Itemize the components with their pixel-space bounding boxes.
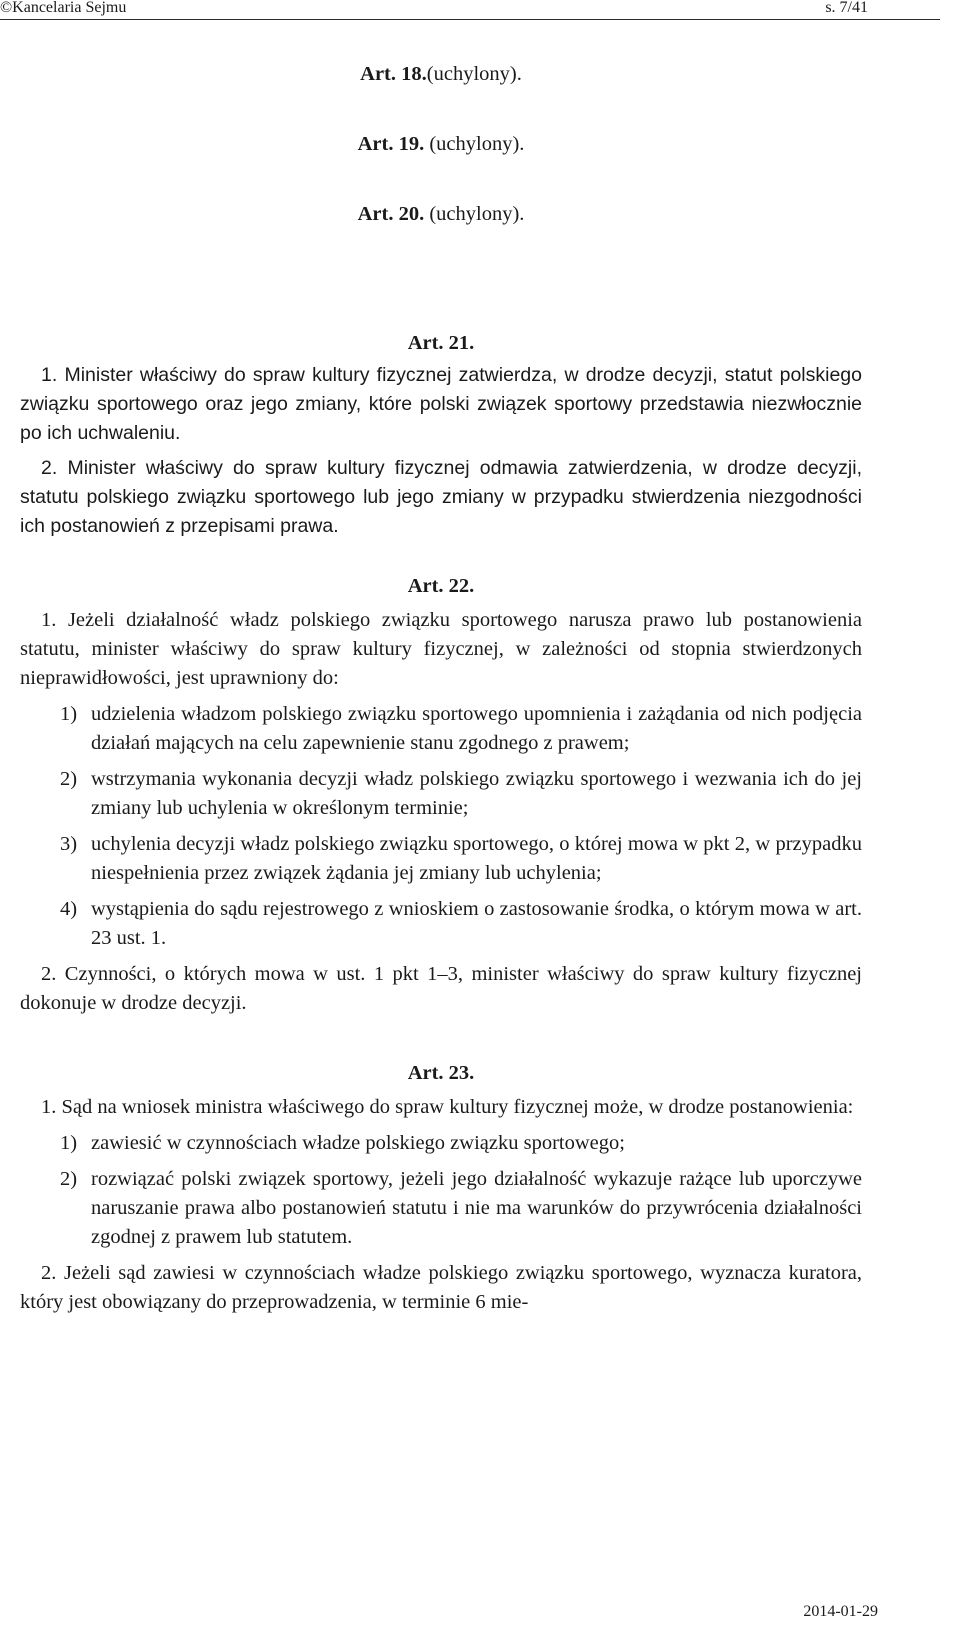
article-21-heading — [20, 329, 862, 358]
item-text: wystąpienia do sądu rejestrowego z wnioskiem o zastosowanie środka, o którym mowa w art. 23 ust. 1. — [91, 898, 862, 949]
page-footer-date: 2014-01-29 — [803, 1603, 878, 1620]
article-22-item-1 — [20, 700, 862, 758]
article-18-heading — [20, 60, 862, 89]
article-19-note: (uchylony). — [424, 133, 525, 155]
item-number: 1) — [60, 703, 78, 725]
article-19-heading — [20, 130, 862, 159]
article-21-paragraph-2: 2. Minister właściwy do spraw kultury fizycznej odmawia zatwierdzenia, w drodze decyzji, statutu polskiego związku sportowego lub jego zmiany w przypadku stwierdzenia niezgodności ich postanowień z przepisami prawa. — [20, 457, 862, 537]
article-23-paragraph-2: 2. Jeżeli sąd zawiesi w czynnościach władze polskiego związku sportowego, wyznacza kuratora, który jest obowiązany do przeprowadzenia, w terminie 6 mie- — [20, 1262, 862, 1313]
article-20-note: (uchylony). — [424, 203, 525, 225]
item-text: zawiesić w czynnościach władze polskiego związku sportowego; — [91, 1132, 625, 1154]
document-body — [20, 60, 862, 1317]
item-number: 4) — [60, 898, 78, 920]
article-22-paragraph-1: 1. Jeżeli działalność władz polskiego związku sportowego narusza prawo lub postanowienia statutu, minister właściwy do spraw kultury fizycznej, w zależności od stopnia stwierdzonych nieprawidłowości, jest uprawniony do: — [20, 609, 862, 689]
article-22-item-2 — [20, 765, 862, 823]
article-23-paragraph-1: 1. Sąd na wniosek ministra właściwego do spraw kultury fizycznej może, w drodze postanowienia: — [41, 1096, 854, 1118]
article-20-title: Art. 20. — [357, 203, 425, 225]
article-22-item-3 — [20, 830, 862, 888]
article-21-paragraph-1: 1. Minister właściwy do spraw kultury fizycznej zatwierdza, w drodze decyzji, statut polskiego związku sportowego oraz jego zmiany, które polski związek sportowy przedstawia niezwłocznie po ich uchwaleniu. — [20, 364, 862, 444]
item-number: 2) — [60, 1168, 78, 1190]
header-divider — [0, 19, 940, 20]
article-20-heading — [20, 200, 862, 229]
article-22-title: Art. 22. — [407, 575, 475, 597]
article-19-title: Art. 19. — [357, 133, 425, 155]
article-18-title: Art. 18. — [360, 63, 427, 85]
item-number: 2) — [60, 768, 78, 790]
article-23-item-2 — [20, 1165, 862, 1252]
item-text: rozwiązać polski związek sportowy, jeżeli jego działalność wykazuje rażące lub uporczywe naruszanie prawa albo postanowień statutu i nie ma warunków do przywrócenia działalności zgodnej z prawem lub statutem. — [91, 1168, 862, 1248]
item-number: 3) — [60, 833, 78, 855]
article-22-heading — [20, 572, 862, 601]
article-23-item-1 — [20, 1129, 862, 1158]
item-text: wstrzymania wykonania decyzji władz polskiego związku sportowego i wezwania ich do jej zmiany lub uchylenia w określonym terminie; — [91, 768, 862, 819]
article-22-paragraph-2: 2. Czynności, o których mowa w ust. 1 pkt 1–3, minister właściwy do spraw kultury fizycznej dokonuje w drodze decyzji. — [20, 963, 862, 1014]
copyright-label: ©Kancelaria Sejmu — [0, 0, 127, 16]
article-21-title: Art. 21. — [407, 332, 475, 354]
page-number: s. 7/41 — [825, 0, 868, 16]
page-header — [0, 0, 960, 22]
item-text: uchylenia decyzji władz polskiego związku sportowego, o której mowa w pkt 2, w przypadku niespełnienia przez związek żądania jej zmiany lub uchylenia; — [91, 833, 862, 884]
article-23-heading — [20, 1059, 862, 1088]
article-23-title: Art. 23. — [407, 1062, 475, 1084]
item-number: 1) — [60, 1132, 78, 1154]
article-22-item-4 — [20, 895, 862, 953]
article-18-note: (uchylony). — [426, 63, 522, 85]
item-text: udzielenia władzom polskiego związku sportowego upomnienia i zażądania od nich podjęcia działań mających na celu zapewnienie stanu zgodnego z prawem; — [91, 703, 862, 754]
